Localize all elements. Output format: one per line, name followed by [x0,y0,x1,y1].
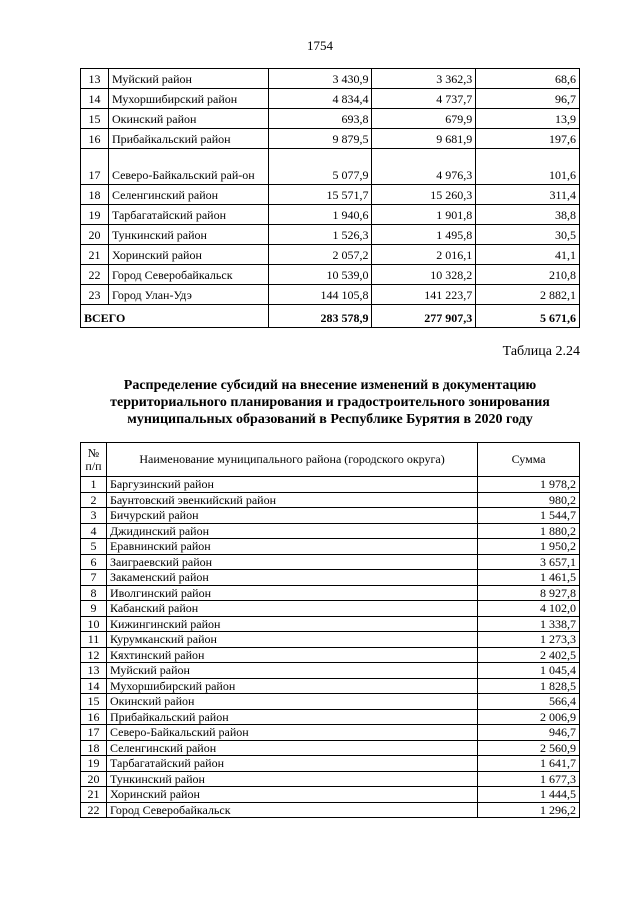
row-sum: 1 880,2 [478,523,580,539]
table-row [81,492,580,508]
row-name: Тункинский район [106,771,477,787]
row-sum: 1 338,7 [478,616,580,632]
row-number: 5 [81,539,107,555]
table-row [81,725,580,741]
row-number: 11 [81,632,107,648]
row-value-1: 1 940,6 [268,205,372,225]
row-value-2: 15 260,3 [372,185,476,205]
table-row [81,663,580,679]
row-number: 19 [81,205,109,225]
row-sum: 2 006,9 [478,709,580,725]
row-name: Селенгинский район [106,740,477,756]
row-name: Город Северобайкальск [108,265,268,285]
row-number: 17 [81,149,109,185]
row-value-3: 38,8 [476,205,580,225]
row-number: 9 [81,601,107,617]
row-number: 14 [81,89,109,109]
row-value-1: 9 879,5 [268,129,372,149]
row-value-3: 101,6 [476,149,580,185]
row-sum: 1 045,4 [478,663,580,679]
row-name: Баргузинский район [106,477,477,493]
row-value-1: 15 571,7 [268,185,372,205]
row-name: Северо-Байкальский рай-он [108,149,268,185]
table-row [81,477,580,493]
subsidy-distribution-table [80,442,580,818]
row-value-2: 141 223,7 [372,285,476,305]
table-row [81,508,580,524]
row-value-3: 311,4 [476,185,580,205]
table-row [81,285,580,305]
row-value-1: 5 077,9 [268,149,372,185]
row-value-1: 144 105,8 [268,285,372,305]
row-sum: 1 978,2 [478,477,580,493]
row-value-2: 4 976,3 [372,149,476,185]
table-row [81,585,580,601]
row-sum: 980,2 [478,492,580,508]
total-row [81,305,580,328]
row-number: 13 [81,663,107,679]
row-value-3: 68,6 [476,69,580,89]
row-number: 19 [81,756,107,772]
row-value-3: 41,1 [476,245,580,265]
row-value-1: 2 057,2 [268,245,372,265]
row-value-2: 1 495,8 [372,225,476,245]
row-number: 15 [81,109,109,129]
row-name: Тарбагатайский район [106,756,477,772]
table-row [81,601,580,617]
table-label: Таблица 2.24 [502,344,580,359]
row-name: Заиграевский район [106,554,477,570]
row-name: Хоринский район [106,787,477,803]
table-title: Распределение субсидий на внесение изменений в документацию территориального планирования и градостроительного зонирования муниципальных образований в Республике Бурятия в 2020 году [110,378,550,427]
row-number: 12 [81,647,107,663]
row-number: 18 [81,185,109,205]
row-sum: 2 402,5 [478,647,580,663]
row-name: Баунтовский эвенкийский район [106,492,477,508]
row-number: 14 [81,678,107,694]
row-name: Бичурский район [106,508,477,524]
row-value-2: 9 681,9 [372,129,476,149]
table-row [81,225,580,245]
row-name: Иволгинский район [106,585,477,601]
row-sum: 1 444,5 [478,787,580,803]
table-row [81,185,580,205]
row-name: Северо-Байкальский район [106,725,477,741]
row-value-1: 3 430,9 [268,69,372,89]
table-row [81,570,580,586]
row-sum: 1 544,7 [478,508,580,524]
table-row [81,709,580,725]
table-row [81,647,580,663]
header-municipality: Наименование муниципального района (городского округа) [106,443,477,477]
row-number: 16 [81,129,109,149]
table-row [81,539,580,555]
table-row [81,245,580,265]
table-row [81,69,580,89]
header-number: № п/п [81,443,107,477]
row-value-2: 679,9 [372,109,476,129]
row-value-2: 1 901,8 [372,205,476,225]
page-number: 1754 [307,38,333,53]
row-name: Кабанский район [106,601,477,617]
row-sum: 1 828,5 [478,678,580,694]
table-row [81,694,580,710]
row-sum: 4 102,0 [478,601,580,617]
row-name: Хоринский район [108,245,268,265]
row-name: Муйский район [106,663,477,679]
row-value-2: 3 362,3 [372,69,476,89]
table-row [81,149,580,185]
row-value-1: 693,8 [268,109,372,129]
row-number: 21 [81,245,109,265]
table-row [81,554,580,570]
row-sum: 566,4 [478,694,580,710]
row-value-3: 13,9 [476,109,580,129]
row-number: 16 [81,709,107,725]
row-sum: 1 461,5 [478,570,580,586]
table-row [81,756,580,772]
row-number: 4 [81,523,107,539]
table-row [81,109,580,129]
table-row [81,632,580,648]
row-value-1: 4 834,4 [268,89,372,109]
row-number: 6 [81,554,107,570]
row-name: Прибайкальский район [106,709,477,725]
row-sum: 946,7 [478,725,580,741]
row-name: Окинский район [106,694,477,710]
row-name: Закаменский район [106,570,477,586]
row-name: Селенгинский район [108,185,268,205]
table-row [81,740,580,756]
row-number: 2 [81,492,107,508]
row-name: Мухоршибирский район [106,678,477,694]
table-row [81,771,580,787]
table-header-row [81,443,580,477]
continued-subsidy-table [80,68,580,328]
row-number: 23 [81,285,109,305]
total-v2: 277 907,3 [372,305,476,328]
row-name: Джидинский район [106,523,477,539]
row-number: 15 [81,694,107,710]
row-name: Кяхтинский район [106,647,477,663]
row-value-1: 1 526,3 [268,225,372,245]
total-v1: 283 578,9 [268,305,372,328]
table-row [81,678,580,694]
row-sum: 8 927,8 [478,585,580,601]
row-number: 17 [81,725,107,741]
row-name: Окинский район [108,109,268,129]
row-sum: 1 296,2 [478,802,580,818]
row-number: 21 [81,787,107,803]
row-number: 22 [81,802,107,818]
header-sum: Сумма [478,443,580,477]
row-sum: 1 677,3 [478,771,580,787]
table-row [81,787,580,803]
row-value-2: 4 737,7 [372,89,476,109]
total-v3: 5 671,6 [476,305,580,328]
row-value-3: 197,6 [476,129,580,149]
row-name: Тарбагатайский район [108,205,268,225]
row-sum: 3 657,1 [478,554,580,570]
row-value-3: 2 882,1 [476,285,580,305]
table-row [81,523,580,539]
row-name: Город Улан-Удэ [108,285,268,305]
row-sum: 1 641,7 [478,756,580,772]
row-number: 20 [81,771,107,787]
table-row [81,89,580,109]
table-row [81,205,580,225]
table-row [81,129,580,149]
total-label: ВСЕГО [81,305,269,328]
row-value-3: 96,7 [476,89,580,109]
table-row [81,616,580,632]
row-name: Прибайкальский район [108,129,268,149]
row-number: 13 [81,69,109,89]
table-row [81,265,580,285]
row-number: 7 [81,570,107,586]
row-number: 20 [81,225,109,245]
table-row [81,802,580,818]
row-number: 22 [81,265,109,285]
row-sum: 1 273,3 [478,632,580,648]
row-name: Тункинский район [108,225,268,245]
row-value-2: 2 016,1 [372,245,476,265]
row-value-3: 30,5 [476,225,580,245]
row-value-3: 210,8 [476,265,580,285]
row-name: Город Северобайкальск [106,802,477,818]
row-value-2: 10 328,2 [372,265,476,285]
row-sum: 1 950,2 [478,539,580,555]
row-name: Еравнинский район [106,539,477,555]
row-sum: 2 560,9 [478,740,580,756]
row-name: Муйский район [108,69,268,89]
row-number: 3 [81,508,107,524]
row-number: 10 [81,616,107,632]
row-name: Мухоршибирский район [108,89,268,109]
row-number: 1 [81,477,107,493]
row-number: 8 [81,585,107,601]
row-name: Курумканский район [106,632,477,648]
row-name: Кижингинский район [106,616,477,632]
row-value-1: 10 539,0 [268,265,372,285]
row-number: 18 [81,740,107,756]
